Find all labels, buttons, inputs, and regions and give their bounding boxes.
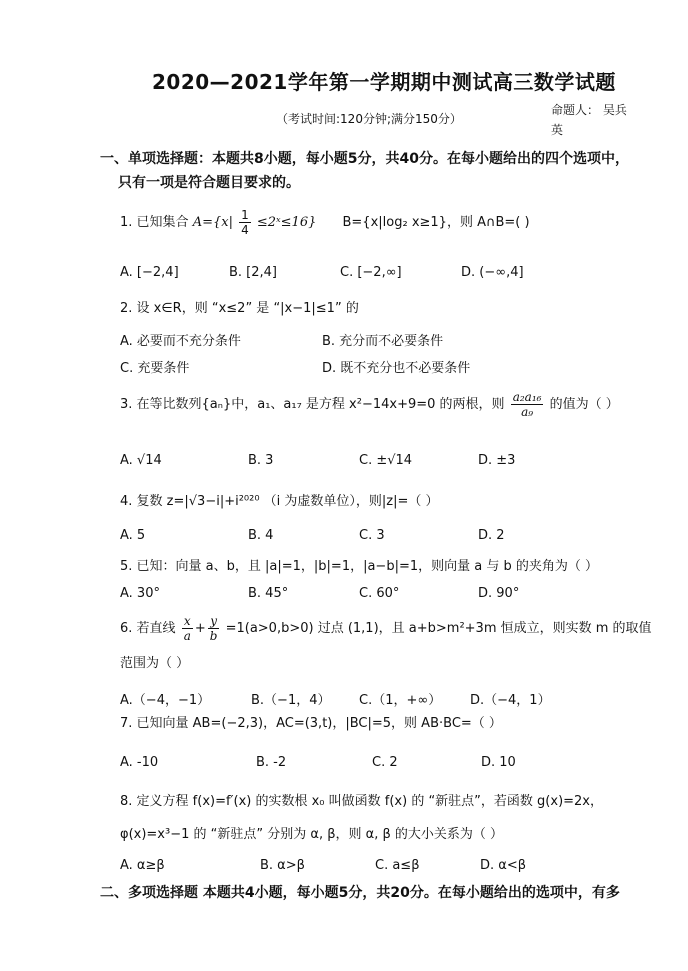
question-3-fraction [511, 390, 544, 419]
question-3-suffix: 的值为（ ） [549, 397, 619, 412]
section1-heading-line2: 只有一项是符合题目要求的。 [118, 175, 300, 191]
option-7b[interactable]: B. -2 [256, 755, 287, 770]
option-2d[interactable]: D. 既不充分也不必要条件 [322, 361, 471, 376]
question-6-fraction-y-over-b [208, 614, 220, 643]
fraction-numerator: 1 [241, 208, 249, 222]
option-2a[interactable]: A. 必要而不充分条件 [120, 334, 241, 349]
question-1-fraction [239, 208, 251, 237]
question-8-text-line1: 8. 定义方程 f(x)=f′(x) 的实数根 x₀ 叫做函数 f(x) 的 “新驻点”，若函数 g(x)=2x， [120, 794, 603, 809]
question-2-text: 2. 设 x∈R，则 “x≤2” 是 “|x−1|≤1” 的 [120, 301, 359, 316]
fraction-numerator: x [182, 614, 193, 629]
option-5b[interactable]: B. 45° [248, 586, 289, 601]
option-7d[interactable]: D. 10 [481, 755, 516, 770]
option-4c[interactable]: C. 3 [359, 528, 385, 543]
option-6d[interactable]: D.（−4，1） [470, 693, 551, 708]
question-3-text: 3. 在等比数列{aₙ}中，a₁、a₁₇ 是方程 x²−14x+9=0 的两根，则 [120, 397, 505, 412]
section2-heading: 二、多项选择题 本题共4小题，每小题5分，共20分。在每小题给出的选项中，有多 [100, 885, 620, 901]
option-5c[interactable]: C. 60° [359, 586, 400, 601]
option-5a[interactable]: A. 30° [120, 586, 160, 601]
question-5-text: 5. 已知：向量 a、b，且 |a|=1，|b|=1，|a−b|=1，则向量 a 与 b 的夹角为（ ） [120, 559, 598, 574]
option-4a[interactable]: A. 5 [120, 528, 146, 543]
question-7-text: 7. 已知向量 AB=(−2,3)，AC=(3,t)，|BC|=5，则 AB·BC=（ ） [120, 716, 502, 731]
option-1c[interactable]: C. [−2,∞] [340, 265, 402, 280]
option-8d[interactable]: D. α<β [480, 858, 527, 873]
option-3a[interactable]: A. √14 [120, 453, 162, 468]
author-line-1: 命题人： 吴兵 [551, 103, 627, 117]
option-1d[interactable]: D. (−∞,4] [461, 265, 524, 280]
option-8c[interactable]: C. a≤β [375, 858, 420, 873]
exam-info: （考试时间:120分钟;满分150分） [276, 112, 462, 126]
question-1-set-b: B={x|log₂ x≥1}，则 A∩B=( ) [342, 215, 530, 230]
fraction-denominator: a [183, 629, 191, 643]
question-8-text-line2: φ(x)=x³−1 的 “新驻点” 分别为 α, β，则 α, β 的大小关系为（ ） [120, 827, 504, 842]
fraction-numerator: a₂a₁₆ [512, 390, 542, 404]
option-3b[interactable]: B. 3 [248, 453, 274, 468]
option-4b[interactable]: B. 4 [248, 528, 274, 543]
option-3d[interactable]: D. ±3 [478, 453, 516, 468]
option-5d[interactable]: D. 90° [478, 586, 520, 601]
option-6a[interactable]: A.（−4，−1） [120, 693, 211, 708]
question-6-text-line2: 范围为（ ） [120, 656, 190, 671]
section1-heading-line1: 一、单项选择题：本题共8小题，每小题5分，共40分。在每小题给出的四个选项中， [100, 151, 629, 167]
option-8a[interactable]: A. α≥β [120, 858, 165, 873]
option-6c[interactable]: C.（1，+∞） [359, 693, 442, 708]
question-6-condition: =1(a>0,b>0) 过点 (1,1)，且 a+b>m²+3m 恒成立，则实数 m 的取值 [225, 621, 652, 636]
option-4d[interactable]: D. 2 [478, 528, 505, 543]
question-6-text: 6. 若直线 [120, 621, 176, 636]
option-1a[interactable]: A. [−2,4] [120, 265, 179, 280]
question-6: 6. 若直线 $\frac{x}{a}$ + $\frac{y}{b}$ =1(a>0,b>0) 过点 (1,1)，且 a+b>m²+3m 恒成立，则实数 m 的取值 [120, 614, 652, 643]
option-3c[interactable]: C. ±√14 [359, 453, 413, 468]
fraction-denominator: b [209, 629, 218, 643]
page-title: 2020—2021学年第一学期期中测试高三数学试题 [152, 70, 616, 94]
option-2c[interactable]: C. 充要条件 [120, 361, 190, 376]
option-7a[interactable]: A. -10 [120, 755, 159, 770]
option-7c[interactable]: C. 2 [372, 755, 398, 770]
fraction-denominator: 4 [241, 223, 249, 237]
option-8b[interactable]: B. α>β [260, 858, 305, 873]
fraction-numerator: y [208, 614, 220, 629]
question-4-text: 4. 复数 z=|√3−i|+i²⁰²⁰ （i 为虚数单位），则|z|=（ ） [120, 494, 439, 509]
option-1b[interactable]: B. [2,4] [229, 265, 278, 280]
question-1-set-a-prefix: A={x| [192, 215, 233, 230]
question-6-fraction-x-over-a [182, 614, 193, 643]
question-1-text: 1. 已知集合 [120, 215, 189, 230]
option-2b[interactable]: B. 充分而不必要条件 [322, 334, 444, 349]
question-1-set-a-suffix: ≤2ˣ≤16} [256, 215, 317, 230]
fraction-denominator: a₉ [521, 405, 534, 419]
option-6b[interactable]: B.（−1，4） [251, 693, 331, 708]
question-3 [120, 390, 619, 420]
question-1 [120, 208, 530, 238]
author-line-2: 英 [551, 123, 564, 137]
